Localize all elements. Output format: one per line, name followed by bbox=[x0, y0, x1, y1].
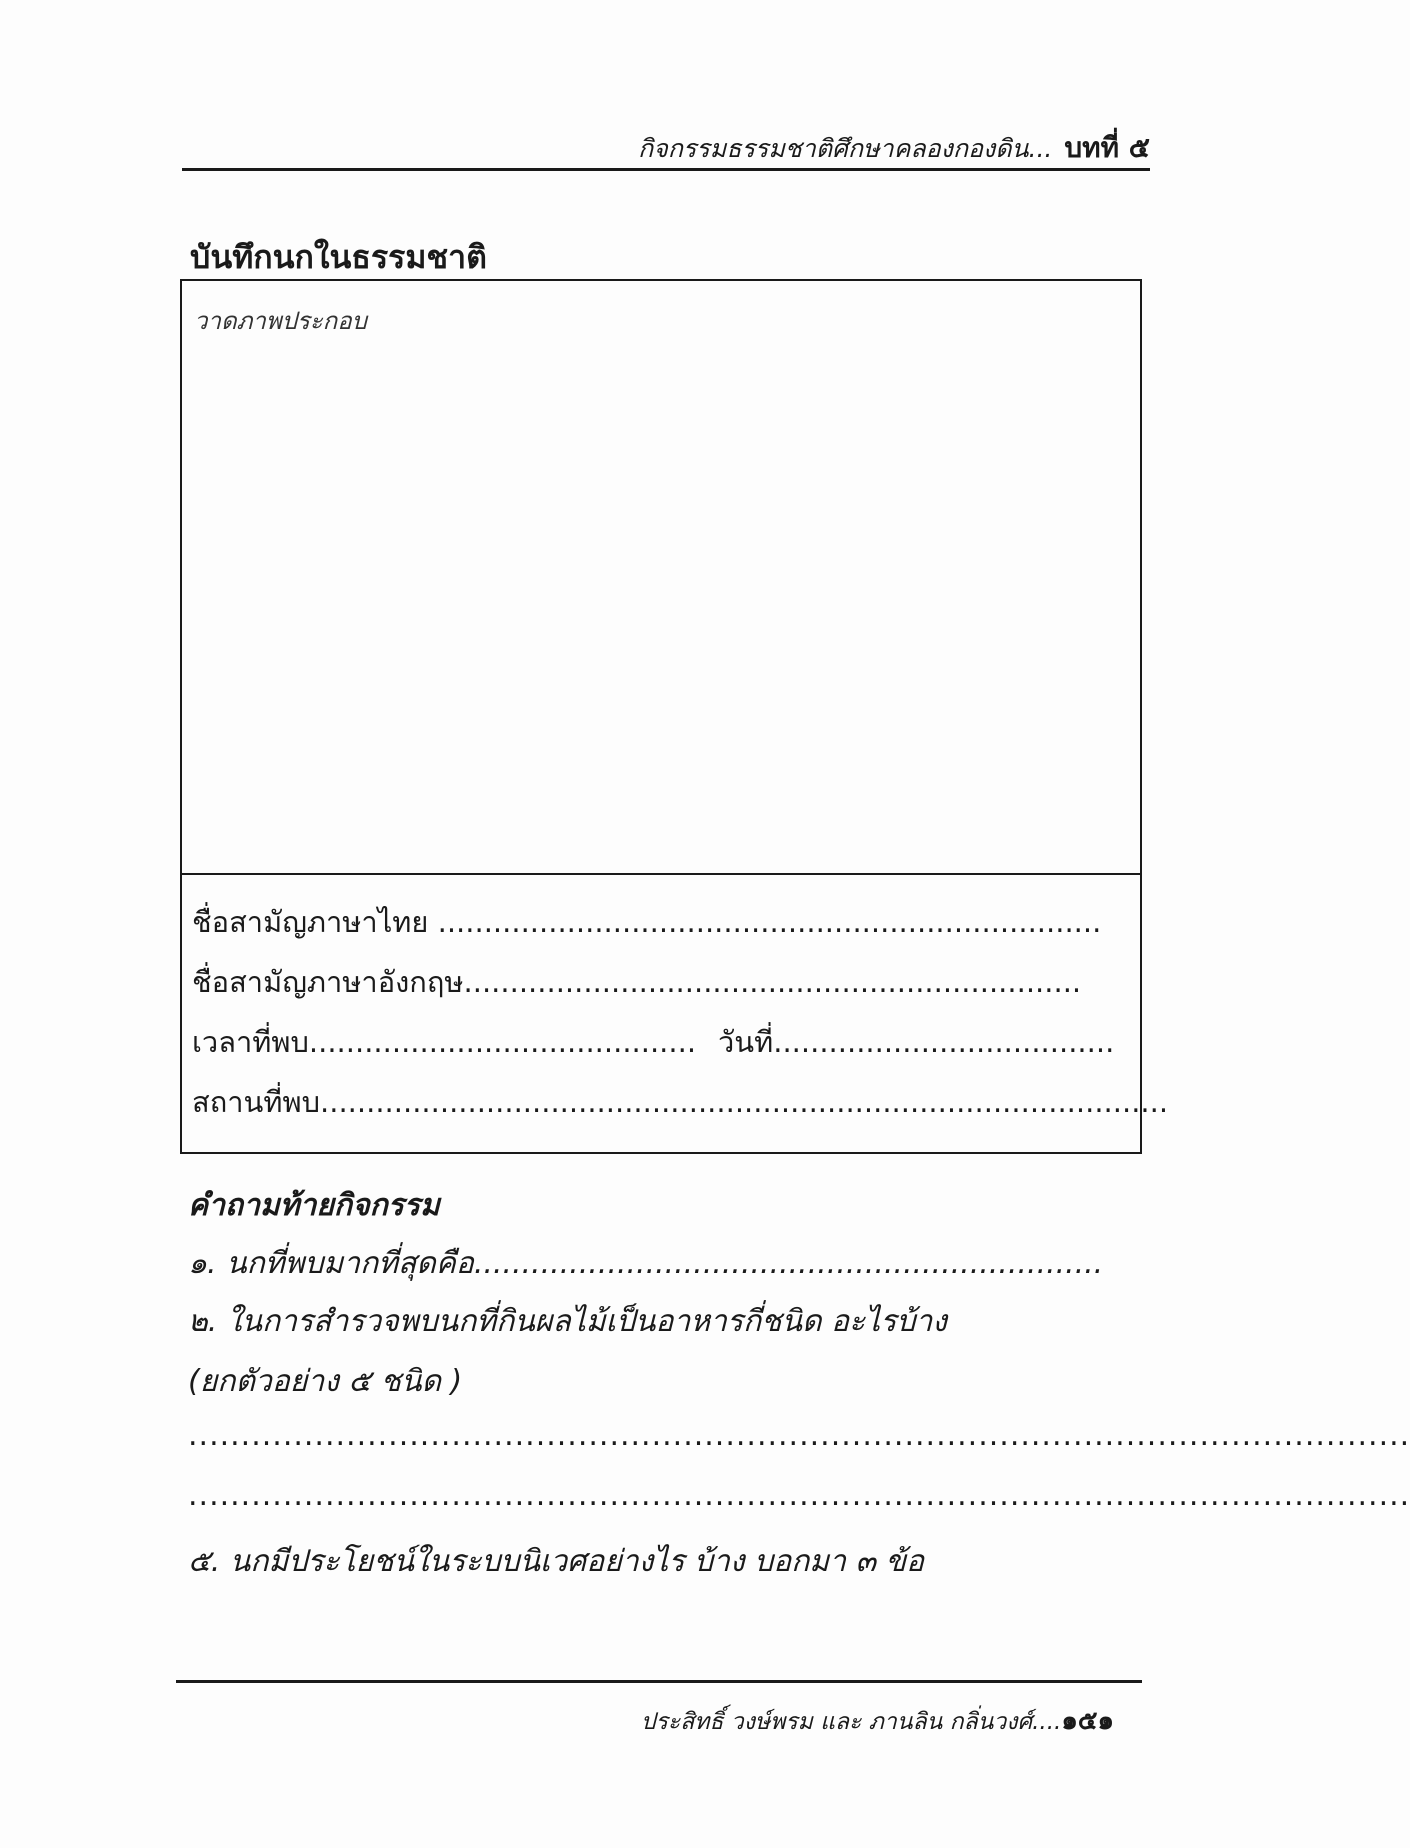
drawing-area[interactable] bbox=[182, 281, 1140, 875]
running-title: กิจกรรมธรรมชาติศึกษาคลองกองดิน... bbox=[637, 134, 1053, 163]
date-field[interactable]: วันที่..................................... bbox=[718, 1025, 1115, 1059]
drawing-label: วาดภาพประกอบ bbox=[194, 307, 367, 335]
english-name-field[interactable]: ชื่อสามัญภาษาอังกฤษ................................................................... bbox=[192, 965, 1082, 999]
time-found-field[interactable]: เวลาที่พบ.......................................... bbox=[192, 1025, 697, 1059]
questions-title: คำถามท้ายกิจกรรม bbox=[188, 1188, 440, 1223]
question-2-note: (ยกตัวอย่าง ๕ ชนิด ) bbox=[188, 1364, 463, 1399]
answer-line[interactable]: .................................................................................................................... bbox=[188, 1478, 1410, 1513]
bird-record-box bbox=[180, 279, 1169, 1154]
answer-line[interactable]: .................................................................................................................... bbox=[188, 1418, 1410, 1453]
chapter-label: บทที่ ๕ bbox=[1064, 131, 1150, 164]
footer-rule bbox=[176, 1680, 1142, 1683]
section-title: บันทึกนกในธรรมชาติ bbox=[190, 238, 487, 276]
footer-authors: ประสิทธิ์ วงษ์พรม และ ภานลิน กลิ่นวงศ์.... bbox=[640, 1709, 1062, 1735]
footer bbox=[641, 1700, 1114, 1741]
place-found-field[interactable]: สถานที่พบ............................................................................................ bbox=[192, 1085, 1169, 1119]
header-rule bbox=[182, 168, 1150, 171]
question-5: ๕. นกมีประโยชน์ในระบบนิเวศอย่างไร บ้าง บอกมา ๓ ข้อ bbox=[188, 1544, 925, 1579]
page-number: ๑๕๑ bbox=[1061, 1706, 1114, 1736]
thai-name-field[interactable]: ชื่อสามัญภาษาไทย ........................................................................ bbox=[192, 905, 1102, 939]
question-2: ๒. ในการสำรวจพบนกที่กินผลไม้เป็นอาหารกี่ชนิด อะไรบ้าง bbox=[188, 1304, 947, 1339]
question-1: ๑. นกที่พบมากที่สุดคือ.................................................................. bbox=[188, 1246, 1104, 1281]
running-header bbox=[638, 126, 1150, 170]
